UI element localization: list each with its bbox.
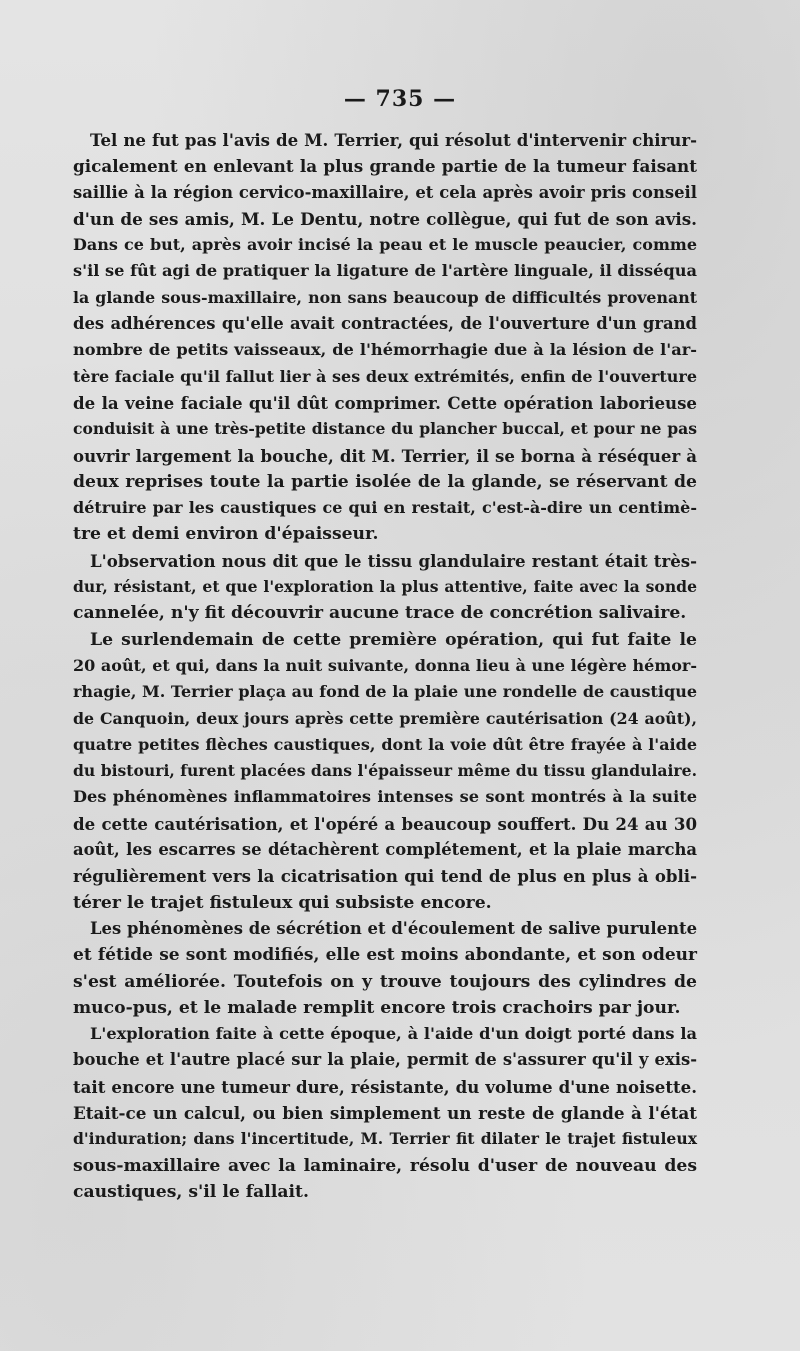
text-line: saillie à la région cervico-maxillaire, et cela après avoir pris conseil — [73, 182, 697, 202]
text-line: s'est améliorée. Toutefois on y trouve toujours des cylindres de — [73, 971, 697, 992]
text-line: dur, résistant, et que l'exploration la plus attentive, faite avec la sonde — [73, 577, 697, 597]
text-line: Les phénomènes de sécrétion et d'écoulement de salive purulente — [90, 918, 697, 938]
text-line: d'induration; dans l'incertitude, M. Terrier fit dilater le trajet fistuleux — [73, 1129, 697, 1149]
text-line: caustiques, s'il le fallait. — [73, 1181, 309, 1202]
text-line: L'exploration faite à cette époque, à l'aide d'un doigt porté dans la — [90, 1024, 697, 1044]
text-line: la glande sous-maxillaire, non sans beaucoup de difficultés provenant — [73, 287, 697, 307]
text-line: Dans ce but, après avoir incisé la peau et le muscle peaucier, comme — [73, 235, 697, 255]
text-line: du bistouri, furent placées dans l'épaisseur même du tissu glandulaire. — [73, 761, 697, 781]
text-line: cannelée, n'y fit découvrir aucune trace de concrétion salivaire. — [73, 603, 687, 624]
page-number: — 735 — — [343, 86, 457, 112]
text-line: août, les escarres se détachèrent complétement, et la plaie marcha — [73, 840, 697, 860]
text-line: de la veine faciale qu'il dût comprimer. Cette opération laborieuse — [73, 392, 697, 413]
text-line: Des phénomènes inflammatoires intenses se sont montrés à la suite — [73, 787, 697, 807]
text-line: tre et demi environ d'épaisseur. — [73, 524, 379, 545]
text-line: quatre petites flèches caustiques, dont la voie dût être frayée à l'aide — [73, 734, 697, 754]
text-line: rhagie, M. Terrier plaça au fond de la plaie une rondelle de caustique — [73, 682, 697, 702]
text-line: nombre de petits vaisseaux, de l'hémorrhagie due à la lésion de l'ar- — [73, 340, 697, 360]
text-line: s'il se fût agi de pratiquer la ligature de l'artère linguale, il disséqua — [73, 261, 697, 281]
text-line: térer le trajet fistuleux qui subsiste encore. — [73, 892, 492, 913]
text-line: gicalement en enlevant la plus grande partie de la tumeur faisant — [73, 156, 697, 177]
text-line: et fétide se sont modifiés, elle est moins abondante, et son odeur — [73, 945, 697, 966]
text-line: de cette cautérisation, et l'opéré a beaucoup souffert. Du 24 au 30 — [73, 813, 697, 834]
text-line: bouche et l'autre placé sur la plaie, permit de s'assurer qu'il y exis- — [73, 1050, 697, 1070]
text-line: Le surlendemain de cette première opération, qui fut faite le — [90, 629, 697, 650]
text-line: ouvrir largement la bouche, dit M. Terrier, il se borna à réséquer à — [73, 445, 697, 466]
text-line: conduisit à une très-petite distance du plancher buccal, et pour ne pas — [73, 419, 697, 439]
text-line: d'un de ses amis, M. Le Dentu, notre collègue, qui fut de son avis. — [73, 208, 697, 229]
text-line: détruire par les caustiques ce qui en restait, c'est-à-dire un centimè- — [73, 498, 697, 518]
text-line: tait encore une tumeur dure, résistante, du volume d'une noisette. — [73, 1076, 697, 1097]
text-line: Etait-ce un calcul, ou bien simplement un reste de glande à l'état — [73, 1102, 697, 1123]
text-line: sous-maxillaire avec la laminaire, résolu d'user de nouveau des — [73, 1155, 697, 1176]
text-line: des adhérences qu'elle avait contractées, de l'ouverture d'un grand — [73, 314, 697, 334]
text-line: 20 août, et qui, dans la nuit suivante, donna lieu à une légère hémor- — [73, 655, 697, 675]
text-line: deux reprises toute la partie isolée de la glande, se réservant de — [73, 471, 697, 492]
text-line: régulièrement vers la cicatrisation qui tend de plus en plus à obli- — [73, 866, 697, 887]
body-text — [73, 127, 697, 1205]
text-line: tère faciale qu'il fallut lier à ses deux extrémités, enfin de l'ouverture — [73, 366, 697, 386]
text-line: L'observation nous dit que le tissu glandulaire restant était très- — [90, 550, 697, 571]
text-line: Tel ne fut pas l'avis de M. Terrier, qui résolut d'intervenir chirur- — [90, 130, 697, 150]
text-line: de Canquoin, deux jours après cette première cautérisation (24 août), — [73, 708, 697, 728]
text-line: muco-pus, et le malade remplit encore trois crachoirs par jour. — [73, 997, 681, 1018]
